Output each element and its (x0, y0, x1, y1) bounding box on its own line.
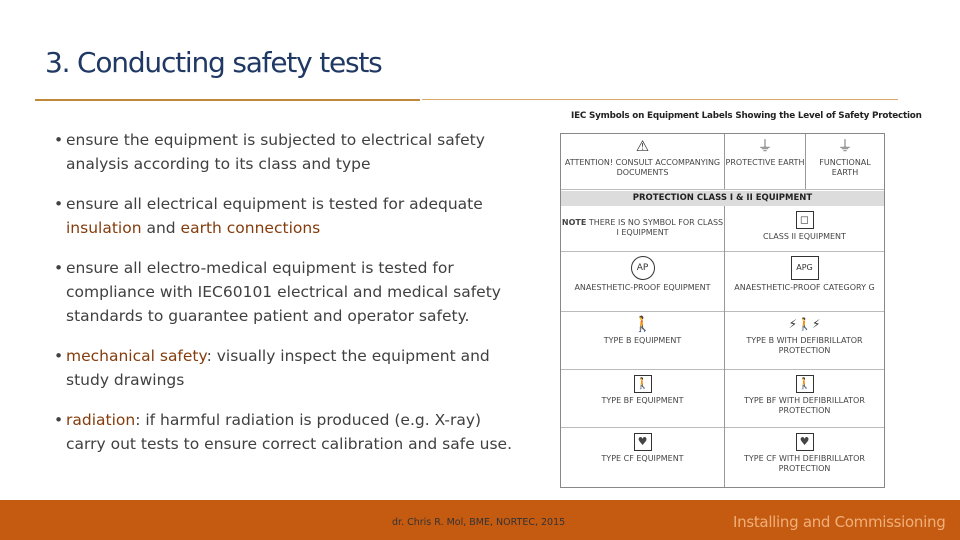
bullet-dot: • (54, 411, 64, 429)
type-b-icon: 🚶 (633, 315, 652, 333)
bullet-item (48, 344, 518, 392)
type-b-defib-icon: ⚡🚶⚡ (788, 317, 821, 331)
slide-title: 3. Conducting safety tests (45, 46, 382, 79)
bullet-text: : visually inspect the equipment and study drawings (66, 347, 490, 389)
note-label: NOTE (561, 218, 587, 227)
protective-earth-label: PROTECTIVE EARTH (725, 158, 805, 167)
title-underline (35, 99, 420, 101)
bullet-text: and (141, 219, 181, 237)
type-b-defib-cell (725, 312, 884, 369)
anaesthetic-proof-g-cell (725, 252, 884, 311)
type-cf-cell (561, 428, 724, 487)
bullet-dot: • (54, 131, 64, 149)
symbol-row (561, 252, 884, 312)
type-cf-icon: ♥ (634, 433, 652, 451)
bullet-item (48, 408, 518, 456)
type-cf-defib-cell (725, 428, 884, 487)
anaesthetic-proof-g-label: ANAESTHETIC-PROOF CATEGORY G (734, 283, 875, 292)
anaesthetic-proof-icon: AP (631, 256, 655, 280)
symbol-row (561, 370, 884, 428)
bullet-text: ensure the equipment is subjected to electrical safety analysis according to its class and type (66, 131, 485, 173)
highlighted-term: earth connections (180, 219, 321, 237)
bullet-item (48, 256, 518, 328)
class1-note-cell (561, 206, 724, 251)
functional-earth-icon: ⏚ (837, 137, 853, 155)
class2-icon: ◻ (796, 211, 814, 229)
symbol-row (561, 134, 884, 190)
bullet-dot: • (54, 195, 64, 213)
iec-symbol-figure (560, 105, 922, 488)
type-b-label: TYPE B EQUIPMENT (603, 336, 682, 345)
type-bf-icon: 🚶 (634, 375, 652, 393)
symbol-table (560, 133, 885, 488)
bullet-text: ensure all electrical equipment is tested for adequate (66, 195, 483, 213)
bullet-dot: • (54, 347, 64, 365)
warning-icon: ⚠ (635, 137, 650, 155)
figure-top-rule (422, 99, 898, 100)
bullet-text: : if harmful radiation is produced (e.g. X-ray) carry out tests to ensure correct calibration and safe use. (66, 411, 513, 453)
highlighted-term: mechanical safety (66, 347, 207, 365)
type-b-defib-label: TYPE B WITH DEFIBRILLATOR PROTECTION (746, 336, 863, 355)
type-b-cell (561, 312, 724, 369)
type-bf-defib-cell (725, 370, 884, 427)
class2-label: CLASS II EQUIPMENT (763, 232, 846, 241)
type-bf-defib-icon: 🚶 (796, 375, 814, 393)
bullet-text: ensure all electro-medical equipment is tested for compliance with IEC60101 electrical and medical safety standards to guarantee patient and operator safety. (66, 259, 501, 325)
symbol-row (561, 206, 884, 252)
symbol-row (561, 428, 884, 487)
protection-class-band: PROTECTION CLASS I & II EQUIPMENT (561, 191, 884, 206)
footer-credit: dr. Chris R. Mol, BME, NORTEC, 2015 (392, 517, 566, 528)
protective-earth-icon: ⏚ (757, 137, 773, 155)
figure-caption: IEC Symbols on Equipment Labels Showing the Level of Safety Protection (571, 111, 922, 121)
symbol-row (561, 312, 884, 370)
attention-label: ATTENTION! CONSULT ACCOMPANYING DOCUMENTS (564, 158, 721, 177)
bullet-item (48, 128, 518, 176)
anaesthetic-proof-g-icon: APG (791, 256, 819, 280)
protective-earth-cell (725, 134, 805, 189)
functional-earth-cell (806, 134, 884, 189)
highlighted-term: radiation (66, 411, 136, 429)
type-bf-cell (561, 370, 724, 427)
type-cf-defib-icon: ♥ (796, 433, 814, 451)
type-bf-label: TYPE BF EQUIPMENT (601, 396, 684, 405)
class2-cell (725, 206, 884, 251)
footer-section-title: Installing and Commissioning (733, 513, 946, 531)
anaesthetic-proof-cell (561, 252, 724, 311)
bullet-list (48, 128, 518, 472)
type-cf-defib-label: TYPE CF WITH DEFIBRILLATOR PROTECTION (744, 454, 865, 473)
bullet-item (48, 192, 518, 240)
attention-cell (561, 134, 724, 189)
note-text: THERE IS NO SYMBOL FOR CLASS I EQUIPMENT (586, 218, 724, 237)
anaesthetic-proof-label: ANAESTHETIC-PROOF EQUIPMENT (574, 283, 711, 292)
highlighted-term: insulation (66, 219, 142, 237)
functional-earth-label: FUNCTIONAL EARTH (819, 158, 871, 177)
type-bf-defib-label: TYPE BF WITH DEFIBRILLATOR PROTECTION (744, 396, 865, 415)
type-cf-label: TYPE CF EQUIPMENT (601, 454, 684, 463)
bullet-dot: • (54, 259, 64, 277)
